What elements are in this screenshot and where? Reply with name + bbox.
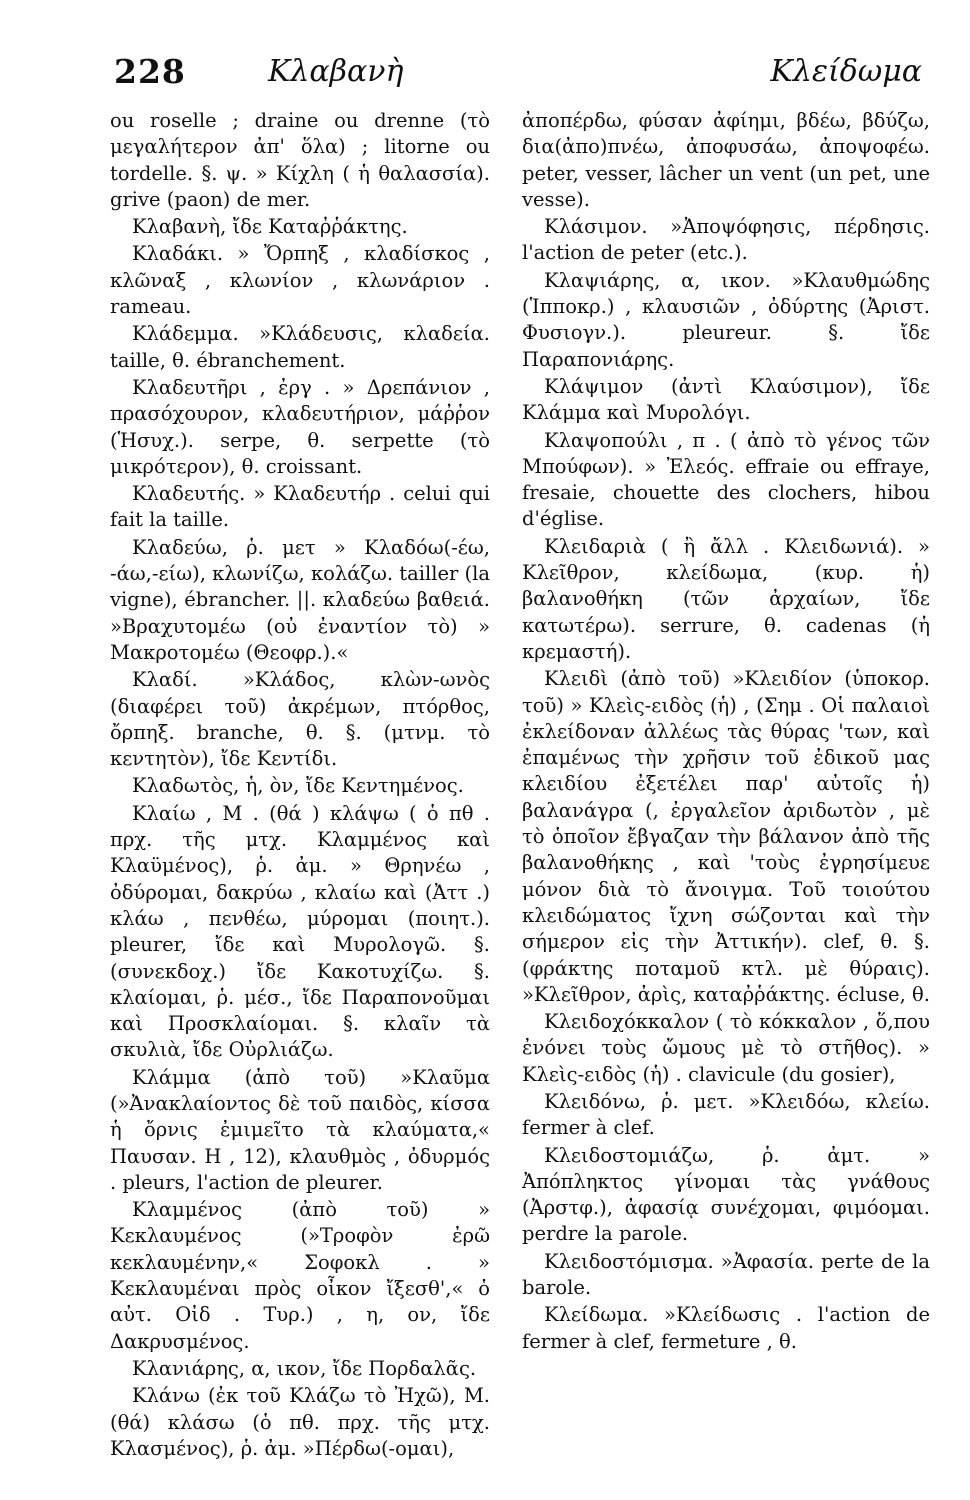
dictionary-entry: Κλαδευτής. » Κλαδευτήρ . celui qui fait la taille. [110,482,490,532]
left-column [110,108,490,1460]
dictionary-entry: Κλείδωμα. »Κλείδωσις . l'action de fermer à clef, fermeture , θ. [522,1303,930,1353]
dictionary-entry: Κλαβανὴ, ἴδε Καταῤῥάκτης. [132,215,408,239]
page-header [108,52,928,100]
dictionary-entry: Κλάσιμον. »Ἀποψόφησις, πέρδησις. l'action de peter (etc.). [522,215,930,265]
dictionary-entry: Κλειδοστομιάζω, ῥ. ἀμτ. » Ἀπόπληκτος γίνομαι τὰς γνάθους (Ἀρστφ.), ἀφασίᾳ συνέχομαι, φιμόομαι. perdre la parole. [522,1143,930,1246]
dictionary-entry: Κλάνω (ἐκ τοῦ Κλάζω τὸ Ἠχῶ), Μ. (θά) κλάσω (ὁ πθ. πρχ. τῆς μτχ. Κλασμένος), ῥ. ἀμ. »Πέρδω(-ομαι), [110,1384,490,1460]
dictionary-entry: Κλαδάκι. » Ὄρπηξ , κλαδίσκος , κλῶναξ , κλωνίον , κλωνάριον . rameau. [110,242,490,319]
dictionary-entry: Κλαδωτὸς, ἡ, ὸν, ἴδε Κεντημένος. [132,774,464,798]
running-head-right: Κλείδωμα [770,54,922,89]
dictionary-entry: Κλειδαριὰ ( ἢ ἄλλ . Κλειδωνιά). » Κλεῖθρον, κλείδωμα, (κυρ. ἡ) βαλανοθήκη (τῶν ἀρχαίων, ἴδε κατωτέρω). serrure, θ. cadenas (ἡ κρεμαστή). [522,534,930,663]
dictionary-entry: Κλαψιάρης, α, ικον. »Κλαυθμώδης (Ἱπποκρ.) , κλαυσιῶν , ὀδύρτης (Ἀριστ. Φυσιογν.). pleureur. §. ἴδε Παραπονιάρης. [522,268,930,371]
dictionary-entry: Κλειδοστόμισμα. »Ἀφασία. perte de la barole. [522,1249,930,1300]
dictionary-entry: Κλάψιμον (ἀντὶ Κλαύσιμον), ἴδε Κλάμμα καὶ Μυρολόγι. [522,374,930,425]
dictionary-entry: Κλάμμα (ἀπὸ τοῦ) »Κλαῦμα (»Ἀνακλαίοντος δὲ τοῦ παιδὸς, κίσσα ἡ ὄρνις ἐμιμεῖτο τὰ κλαύματα,« Παυσαν. Η , 12), κλαυθμὸς , ὀδυρμός . pleurs, l'action de pleurer. [110,1065,490,1194]
dictionary-entry: Κλαίω , Μ . (θά ) κλάψω ( ὁ πθ . πρχ. τῆς μτχ. Κλαμμένος καὶ Κλαϋμένος), ῥ. ἀμ. » Θρηνέω , ὀδύρομαι, δακρύω , κλαίω καὶ (Ἀττ .) κλάω , πενθέω, μύρομαι (ποιητ.). pleurer, ἴδε καὶ Μυρολογῶ. §. (συνεκδοχ.) ἴδε Κακοτυχίζω. §. κλαίομαι, ῥ. μέσ., ἴδε Παραπονοῦμαι καὶ Προσκλαίομαι. §. κλαῖν τὰ σκυλιὰ, ἴδε Οὐρλιάζω. [110,801,490,1062]
running-head-left: Κλαβανὴ [268,54,404,89]
dictionary-entry: Κλαδεύω, ῥ. μετ » Κλαδόω(-έω, -άω,-είω), κλωνίζω, κολάζω. tailler (la vigne), ébrancher. ||. κλαδεύω βαθειά. »Βραχυτομέω (οὐ ἐναντίον τὸ) » Μακροτομέω (Θεοφρ.).« [110,535,490,664]
right-column [522,108,930,1438]
dictionary-entry: Κλανιάρης, α, ικον, ἴδε Πορδαλᾶς. [132,1356,477,1380]
dictionary-entry: Κλαψοπούλι , π . ( ἀπὸ τὸ γένος τῶν Μπούφων). » Ἐλεός. effraie ou effraye, fresaie, chouette des clochers, hibou d'église. [522,428,930,531]
dictionary-entry: Κλειδόνω, ῥ. μετ. »Κλειδόω, κλείω. fermer à clef. [522,1089,930,1140]
dictionary-entry: Κλαμμένος (ἀπὸ τοῦ) » Κεκλαυμένος (»Τροφὸν ἐρῶ κεκλαυμένην,« Σοφοκλ . » Κεκλαυμέναι πρὸς οἶκον ἴξεσθ',« ὁ αὐτ. Οἰδ . Τυρ.) , η, ον, ἴδε Δακρυσμένος. [110,1198,490,1353]
dictionary-entry: ou roselle ; draine ou drenne (τὸ μεγαλήτερον ἀπ' ὅλα) ; litorne ou tordelle. §. ψ. » Κίχλη ( ἡ θαλασσία). grive (paon) de mer. [110,109,490,211]
dictionary-entry: Κλαδευτῆρι , ἐργ . » Δρεπάνιον , πρασόχουρον, κλαδευτήριον, μάῤῥον (Ἡσυχ.). serpe, θ. serpette (τὸ μικρότερον), θ. croissant. [110,375,490,478]
dictionary-entry: Κλαδί. »Κλάδος, κλὼν-ωνὸς (διαφέρει τοῦ) ἀκρέμων, πτόρθος, ὄρπηξ. branche, θ. §. (μτνμ. τὸ κεντητὸν), ἴδε Κεντίδι. [110,668,490,771]
page-number: 228 [114,52,186,91]
dictionary-entry: Κλάδεμμα. »Κλάδευσις, κλαδεία. taille, θ. ébranchement. [110,322,490,372]
dictionary-entry: Κλειδοχόκκαλον ( τὸ κόκκαλον , ὅ,που ἐνόνει τοὺς ὤμους μὲ τὸ στῆθος). » Κλεὶς-ειδὸς (ἡ) . clavicule (du gosier), [522,1010,930,1086]
dictionary-entry: ἀποπέρδω, φύσαν ἀφίημι, βδέω, βδύζω, δια(ἀπο)πνέω, ἀποφυσάω, ἀποψοφέω. peter, vesser, lâcher un vent (un pet, une vesse). [522,109,930,211]
dictionary-entry: Κλειδὶ (ἀπὸ τοῦ) »Κλειδίον (ὑποκορ. τοῦ) » Κλεὶς-ειδὸς (ἡ) , (Σημ . Οἱ παλαιοὶ ἐκλείδοναν ἀλλέως τὰς θύρας 'των, καὶ ἐπαμένως τὴν χρῆσιν τοῦ ἐδικοῦ μας κλειδίου ἐξετέλει παρ' αὐτοῖς ἡ) βαλανάγρα (, ἐργαλεῖον ἀριδωτὸν , μὲ τὸ ὁποῖον ἔβγαζαν τὴν βάλανον ἀπὸ τῆς βαλανοθήκης , καὶ 'τοὺς ἐγρησίμευε μόνον διὰ τὸ ἄνοιγμα. Τοῦ τοιούτου κλειδώματος ἴχνη σώζονται καὶ τὴν σήμερον εἰς τὴν Ἀττικήν). clef, θ. §. (φράκτης ποταμοῦ κτλ. μὲ θύραις). »Κλεῖθρον, ἀρὶς, καταῤῥάκτης. écluse, θ. [522,667,930,1006]
